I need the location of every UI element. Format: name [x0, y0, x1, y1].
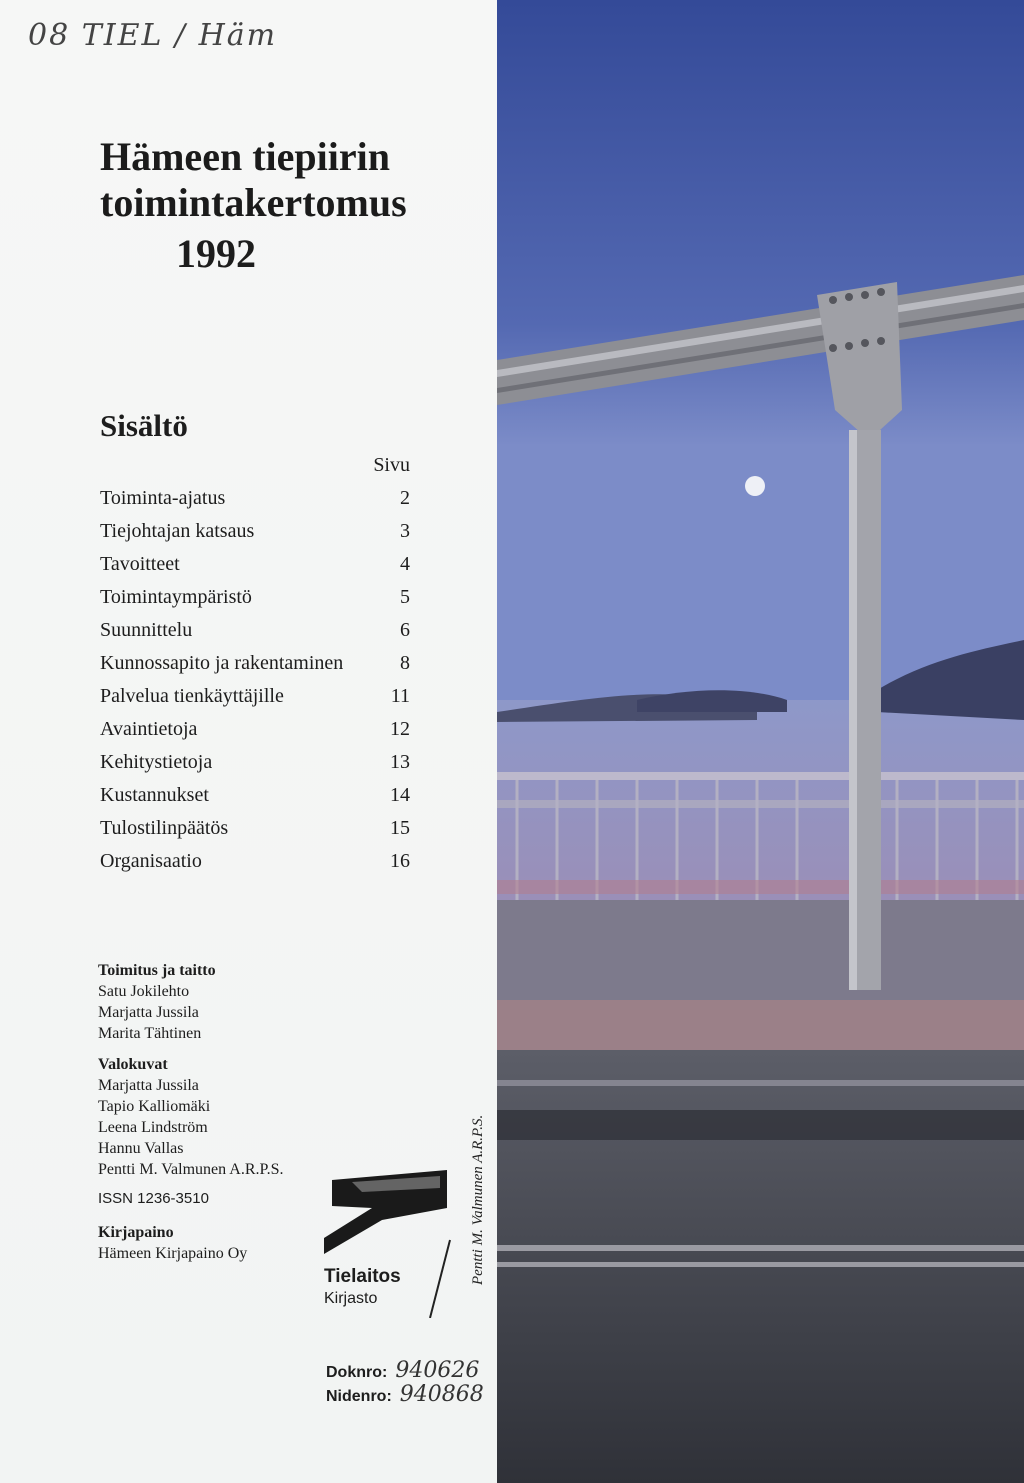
doknro-label: Doknro: [326, 1364, 388, 1381]
toc-item [100, 779, 410, 812]
photographer-name: Leena Lindström [98, 1119, 208, 1136]
issn: ISSN 1236-3510 [98, 1190, 209, 1207]
logo-name: Tielaitos [324, 1266, 401, 1287]
toc-item-label: Avaintietoja [100, 718, 198, 740]
toc-item-label: Tiejohtajan katsaus [100, 520, 255, 542]
toc-item-label: Organisaatio [100, 850, 202, 872]
toc-item-label: Tulostilinpäätös [100, 817, 229, 839]
nidenro-value: 940868 [399, 1382, 484, 1407]
doknro-value: 940626 [395, 1358, 480, 1383]
toc-item-label: Toiminta-ajatus [100, 487, 226, 509]
printer-heading: Kirjapaino [98, 1224, 174, 1241]
toc-item-label: Kehitystietoja [100, 751, 213, 773]
title-year: 1992 [176, 231, 256, 276]
photos-heading: Valokuvat [98, 1056, 168, 1073]
photographer-name: Marjatta Jussila [98, 1077, 199, 1094]
toc-item-page: 2 [400, 487, 410, 509]
toc-item-page: 6 [400, 619, 410, 641]
toc-item-page: 14 [390, 784, 410, 806]
toc-item-page: 5 [400, 586, 410, 608]
toc-item-page: 4 [400, 553, 410, 575]
nidenro-label: Nidenro: [326, 1388, 392, 1405]
toc-item-page: 3 [400, 520, 410, 542]
editing-credits [98, 960, 328, 1044]
toc-item [100, 548, 410, 581]
toc-item-label: Kustannukset [100, 784, 209, 806]
photographer-name: Tapio Kalliomäki [98, 1098, 211, 1115]
toc-item-label: Palvelua tienkäyttäjille [100, 685, 284, 707]
toc-item [100, 614, 410, 647]
photo-credits [98, 1054, 328, 1180]
toc-item [100, 812, 410, 845]
printer-credits [98, 1222, 328, 1264]
photo-credit-vertical: Pentti M. Valmunen A.R.P.S. [470, 1114, 486, 1285]
toc-item-page: 12 [390, 718, 410, 740]
toc-item-label: Toimintaympäristö [100, 586, 252, 608]
photographer-name: Pentti M. Valmunen A.R.P.S. [98, 1161, 284, 1178]
toc-item-page: 8 [400, 652, 410, 674]
toc-item-label: Kunnossapito ja rakentaminen [100, 652, 344, 674]
library-stamp [326, 1360, 484, 1408]
toc-item [100, 581, 410, 614]
toc-item-page: 15 [390, 817, 410, 839]
printer-name: Hämeen Kirjapaino Oy [98, 1245, 248, 1262]
toc-item [100, 680, 410, 713]
toc-item [100, 746, 410, 779]
toc-item [100, 713, 410, 746]
table-of-contents [100, 482, 410, 878]
logo-subtitle: Kirjasto [324, 1290, 378, 1307]
editor-name: Marjatta Jussila [98, 1004, 199, 1021]
cover-photo-bridge [497, 0, 1024, 1483]
nidenro-row [326, 1384, 484, 1408]
editing-heading: Toimitus ja taitto [98, 962, 216, 979]
doknro-row [326, 1360, 484, 1384]
photographer-name: Hannu Vallas [98, 1140, 184, 1157]
report-title [100, 134, 480, 226]
toc-item-label: Suunnittelu [100, 619, 193, 641]
toc-item-page: 13 [390, 751, 410, 773]
title-line-1: Hämeen tiepiirin [100, 134, 390, 179]
toc-page-column-label: Sivu [373, 454, 410, 476]
toc-item-page: 16 [390, 850, 410, 872]
toc-item [100, 482, 410, 515]
toc-item-label: Tavoitteet [100, 553, 180, 575]
title-line-2: toimintakertomus [100, 180, 407, 225]
editor-name: Satu Jokilehto [98, 983, 190, 1000]
editor-name: Marita Tähtinen [98, 1025, 202, 1042]
toc-item [100, 647, 410, 680]
credits-block [98, 960, 328, 1264]
toc-item [100, 845, 410, 878]
toc-item-page: 11 [390, 685, 410, 707]
handwritten-note: 08 TIEL / Häm [28, 18, 278, 53]
toc-heading: Sisältö [100, 408, 188, 443]
toc-item [100, 515, 410, 548]
